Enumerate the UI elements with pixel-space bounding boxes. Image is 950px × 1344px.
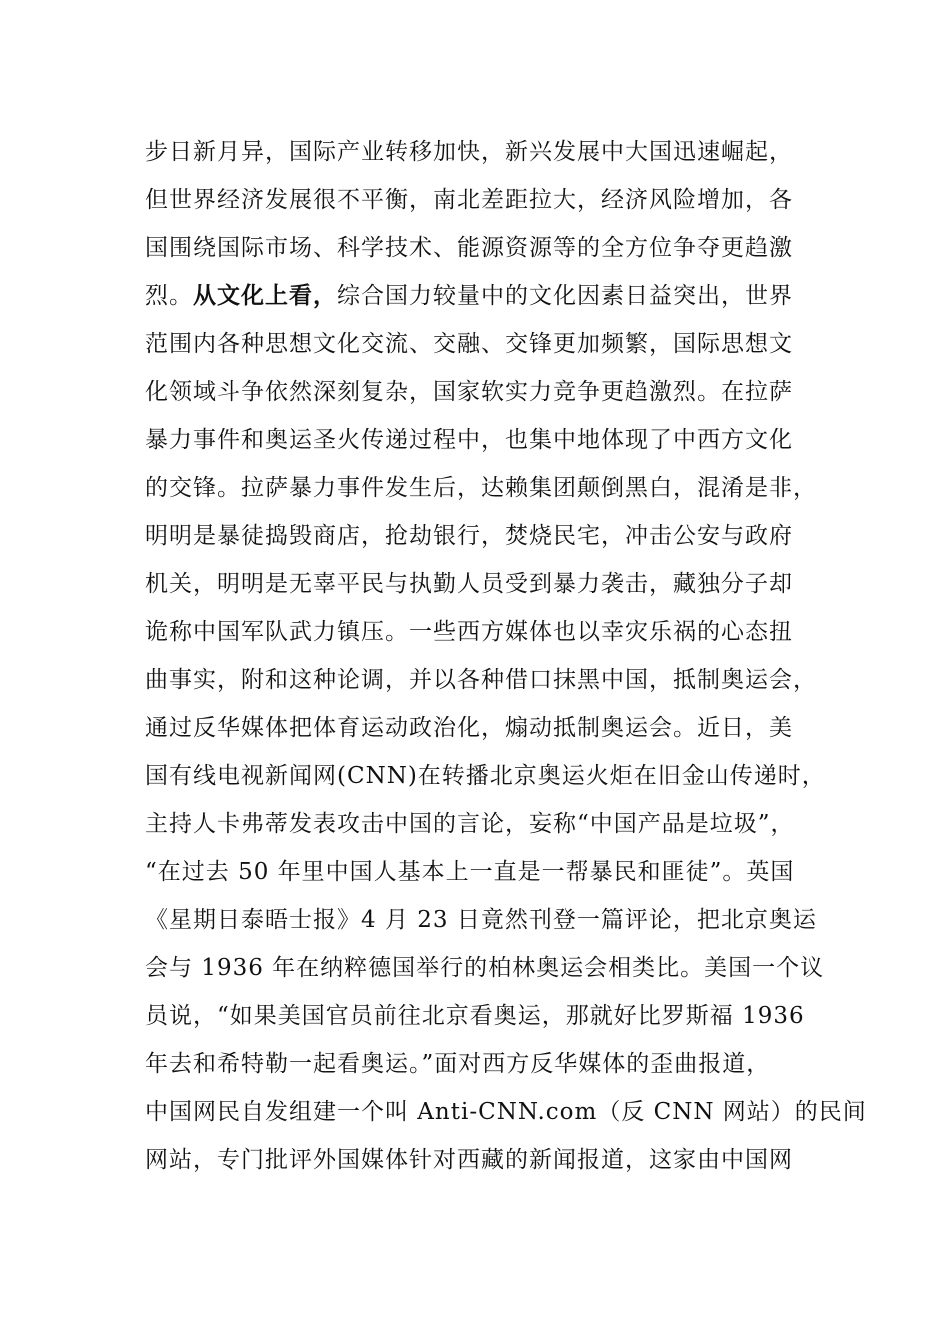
text-line-17: 《星期日泰晤士报》4 月 23 日竟然刊登一篇评论，把北京奥运 xyxy=(145,907,817,933)
text-line-21: 中国网民自发组建一个叫 Anti-CNN.com（反 CNN 网站）的民间 xyxy=(145,1099,867,1125)
text-line-4-start: 烈。 xyxy=(145,283,193,309)
text-line-14: 国有线电视新闻网(CNN)在转播北京奥运火炬在旧金山传递时， xyxy=(145,763,826,789)
text-line-22: 网站，专门批评外国媒体针对西藏的新闻报道，这家由中国网 xyxy=(145,1147,793,1173)
text-line-7: 暴力事件和奥运圣火传递过程中，也集中地体现了中西方文化 xyxy=(145,427,793,453)
body-text xyxy=(145,128,867,1184)
text-line-5: 范围内各种思想文化交流、交融、交锋更加频繁，国际思想文 xyxy=(145,331,793,357)
text-line-13: 通过反华媒体把体育运动政治化，煽动抵制奥运会。近日，美 xyxy=(145,715,793,741)
text-line-18: 会与 1936 年在纳粹德国举行的柏林奥运会相类比。美国一个议 xyxy=(145,955,825,981)
text-line-12: 曲事实，附和这种论调，并以各种借口抹黑中国，抵制奥运会， xyxy=(145,667,817,693)
text-line-9: 明明是暴徒捣毁商店，抢劫银行，焚烧民宅，冲击公安与政府 xyxy=(145,523,793,549)
text-line-10: 机关，明明是无辜平民与执勤人员受到暴力袭击，藏独分子却 xyxy=(145,571,793,597)
text-line-4 xyxy=(145,272,805,320)
text-line-8: 的交锋。拉萨暴力事件发生后，达赖集团颠倒黑白，混淆是非， xyxy=(145,475,817,501)
text-line-16: “在过去 50 年里中国人基本上一直是一帮暴民和匪徒”。英国 xyxy=(145,859,795,885)
text-line-3: 国围绕国际市场、科学技术、能源资源等的全方位争夺更趋激 xyxy=(145,235,793,261)
text-line-19: 员说，“如果美国官员前往北京看奥运，那就好比罗斯福 1936 xyxy=(145,1003,805,1029)
text-line-2: 但世界经济发展很不平衡，南北差距拉大，经济风险增加，各 xyxy=(145,187,793,213)
text-line-15: 主持人卡弗蒂发表攻击中国的言论，妄称“中国产品是垃圾”， xyxy=(145,811,795,837)
text-line-1: 步日新月异，国际产业转移加快，新兴发展中大国迅速崛起， xyxy=(145,139,793,165)
section-heading-culture: 从文化上看， xyxy=(193,283,337,309)
text-line-11: 诡称中国军队武力镇压。一些西方媒体也以幸灾乐祸的心态扭 xyxy=(145,619,793,645)
text-line-6: 化领域斗争依然深刻复杂，国家软实力竞争更趋激烈。在拉萨 xyxy=(145,379,793,405)
text-line-4-rest: 综合国力较量中的文化因素日益突出，世界 xyxy=(337,283,793,309)
text-line-20: 年去和希特勒一起看奥运。”面对西方反华媒体的歪曲报道， xyxy=(145,1051,771,1077)
